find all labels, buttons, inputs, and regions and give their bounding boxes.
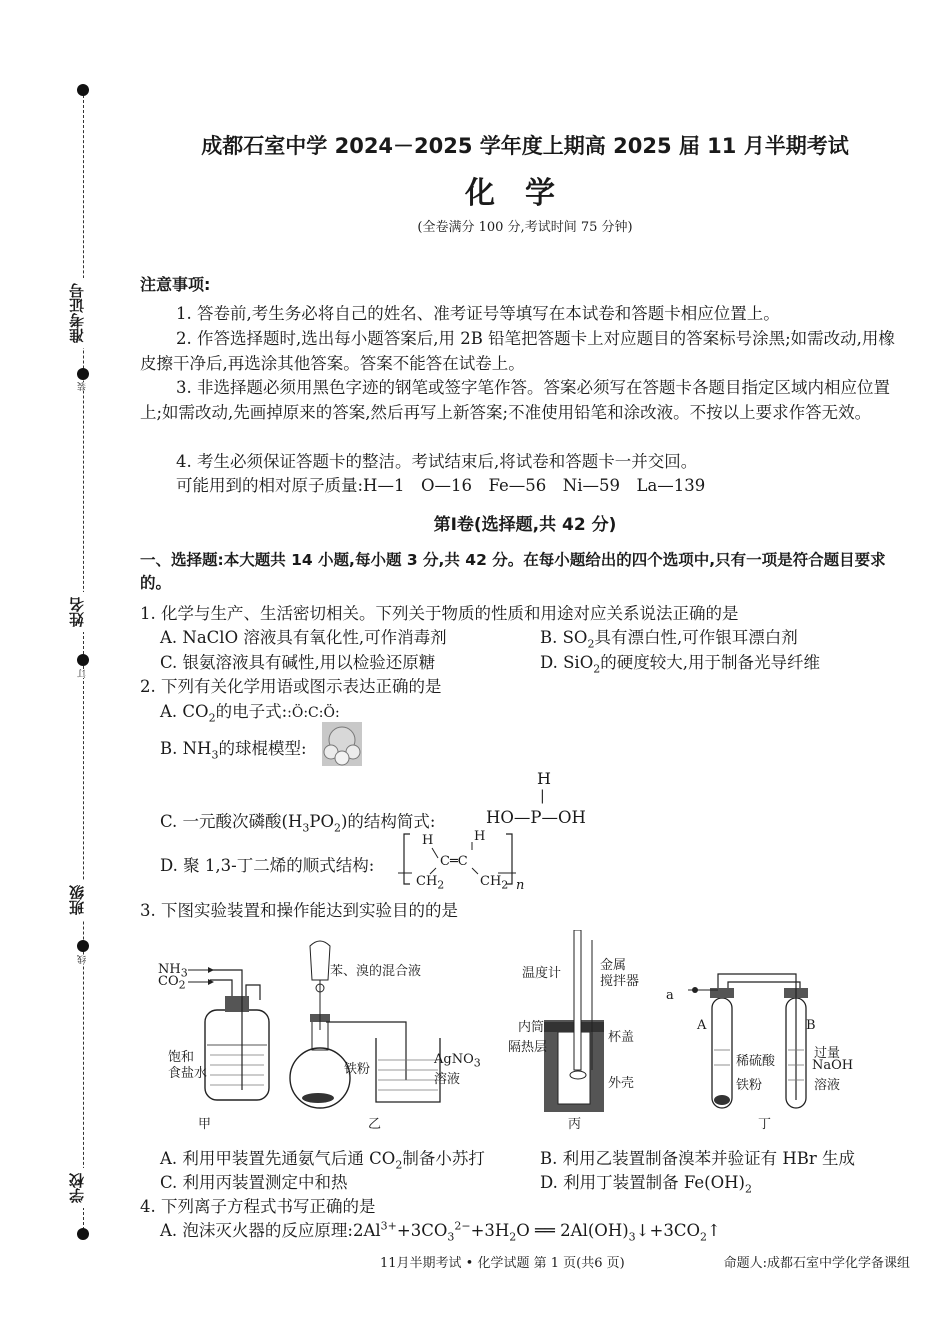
atomic-masses: 可能用到的相对原子质量:H—1 O—16 Fe—56 Ni—59 La—139: [176, 476, 706, 495]
instruction-item: 1. 答卷前,考生务必将自己的姓名、准考证号等填写在本试卷和答题卡相应位置上。: [176, 304, 780, 323]
label-solution-ding: 溶液: [814, 1078, 841, 1093]
binding-dot: [77, 368, 89, 380]
bind-mark: 订: [78, 669, 88, 678]
caption-bing: 丙: [568, 1117, 582, 1132]
label-dilute-h2so4: 稀硫酸: [736, 1054, 776, 1069]
page-info: 11月半期考试 • 化学试题 第 1 页(共6 页): [380, 1256, 625, 1271]
label-lid: 杯盖: [608, 1030, 635, 1045]
label-insulation: 隔热层: [508, 1040, 548, 1055]
struct-cc: C═C: [440, 854, 468, 869]
q2-option-b: B. $NH_3$的球棍模型:: [160, 739, 307, 762]
label-shell: 外壳: [608, 1076, 635, 1091]
exam-title: 成都石室中学 2024－2025 学年度上期高 2025 届 11 月半期考试: [201, 134, 849, 158]
subject-title: 化学: [465, 176, 585, 211]
label-saturated: 饱和: [168, 1050, 195, 1065]
struct-h-right: H: [474, 829, 486, 844]
struct-n: n: [516, 878, 525, 893]
instruction-item: 4. 考生必须保证答题卡的整洁。考试结束后,将试卷和答题卡一并交回。: [176, 452, 698, 471]
exam-id-label: 准考证号: [66, 278, 90, 348]
label-inner-cup: 内筒: [518, 1020, 545, 1035]
q3-option-d: D. 利用丁装置制备 $Fe(OH)_2$: [540, 1173, 752, 1196]
name-label: 姓名: [66, 592, 90, 632]
label-iron-yi: 铁粉: [344, 1062, 371, 1077]
q3-option-c: C. 利用丙装置测定中和热: [160, 1173, 348, 1192]
nh3-ball-stick-model: [322, 722, 362, 766]
label-thermometer: 温度计: [522, 966, 562, 981]
binding-dot: [77, 1228, 89, 1240]
q1-option-d: D. SiO$_2$的硬度较大,用于制备光导纤维: [540, 653, 820, 676]
apparatus-bing: [544, 930, 604, 1112]
bind-mark: 装: [78, 382, 88, 391]
class-label: 班级: [66, 880, 90, 920]
q2-option-a: A. $CO_2$的电子式::Ö:C:Ö:: [160, 702, 340, 725]
label-excess: 过量: [814, 1046, 841, 1061]
question-1-stem: 1. 化学与生产、生活密切相关。下列关于物质的性质和用途对应关系说法正确的是: [140, 604, 739, 623]
label-solution-yi: 溶液: [434, 1072, 461, 1087]
label-co2: $CO_2$: [158, 974, 186, 992]
label-stirrer: 搅拌器: [600, 974, 640, 989]
h3po2-structure: HO—P—OH: [486, 808, 586, 827]
struct-h-left: H: [422, 833, 434, 848]
q2-option-d: D. 聚 1,3-丁二烯的顺式结构:: [160, 856, 375, 875]
label-nh3: $NH_3$: [158, 962, 188, 980]
caption-ding: 丁: [758, 1117, 772, 1132]
bind-mark: 线: [78, 955, 88, 964]
binding-dot: [77, 84, 89, 96]
caption-yi: 乙: [368, 1117, 382, 1132]
author-info: 命题人:成都石室中学化学备课组: [723, 1256, 910, 1271]
question-3-stem: 3. 下图实验装置和操作能达到实验目的的是: [140, 901, 458, 920]
question-2-stem: 2. 下列有关化学用语或图示表达正确的是: [140, 677, 442, 696]
q1-option-c: C. 银氨溶液具有碱性,用以检验还原糖: [160, 653, 436, 672]
label-valve-a: a: [666, 988, 674, 1003]
instructions-heading: 注意事项:: [140, 275, 211, 294]
binding-dot: [77, 654, 89, 666]
struct-ch2-left: $CH_2$: [416, 874, 445, 892]
struct-ch2-right: $CH_2$: [480, 874, 509, 892]
h3po2-bond: |: [540, 788, 545, 804]
q1-option-b: B. $SO_2$具有漂白性,可作银耳漂白剂: [540, 628, 798, 651]
label-tube-a: A: [697, 1018, 707, 1033]
label-iron-ding: 铁粉: [736, 1078, 763, 1093]
label-tube-b: B: [806, 1018, 816, 1033]
label-naoh: NaOH: [812, 1058, 854, 1073]
label-agno3: AgNO$_3$: [434, 1052, 481, 1070]
h3po2-top-h: H: [537, 769, 551, 788]
caption-jia: 甲: [198, 1117, 212, 1132]
school-label: 学校: [66, 1168, 90, 1208]
question-4-stem: 4. 下列离子方程式书写正确的是: [140, 1197, 376, 1216]
exam-note: (全卷满分 100 分,考试时间 75 分钟): [417, 220, 633, 235]
binding-dot: [77, 940, 89, 952]
section-title: 第Ⅰ卷(选择题,共 42 分): [433, 515, 617, 535]
q3-option-a: A. 利用甲装置先通氨气后通 $CO_2$制备小苏打: [160, 1149, 485, 1172]
label-metal: 金属: [600, 958, 627, 973]
part-heading: 一、选择题:本大题共 14 小题,每小题 3 分,共 42 分。在每小题给出的四个选项中,只有一项是符合题目要求的。: [140, 551, 886, 592]
instruction-item: 2. 作答选择题时,选出每小题答案后,用 2B 铅笔把答题卡上对应题目的答案标号涂黑;如需改动,用橡皮擦干净后,再选涂其他答案。答案不能答在试卷上。: [140, 329, 895, 373]
q3-option-b: B. 利用乙装置制备溴苯并验证有 HBr 生成: [540, 1149, 856, 1168]
label-benzene-bromine: 苯、溴的混合液: [330, 964, 422, 979]
q4-option-a: A. 泡沫灭火器的反应原理$:2Al^{3+}+3CO_3^{2-}+3H_2O$ ══ $2Al(OH)_3↓+3CO_2↑$: [160, 1219, 721, 1244]
q1-option-a: A. NaClO 溶液具有氧化性,可作消毒剂: [160, 628, 447, 647]
co2-electron-formula: :Ö:C:Ö:: [287, 705, 340, 721]
label-brine: 食盐水: [168, 1066, 208, 1081]
instruction-item: 3. 非选择题必须用黑色字迹的钢笔或签字笔作答。答案必须写在答题卡各题目指定区域内相应位置上;如需改动,先画掉原来的答案,然后再写上新答案;不准使用铅笔和涂改液。不按以上要求作答无效。: [140, 378, 890, 422]
q2-option-c: C. 一元酸次磷酸$(H_3PO_2)$的结构简式:: [160, 812, 436, 835]
